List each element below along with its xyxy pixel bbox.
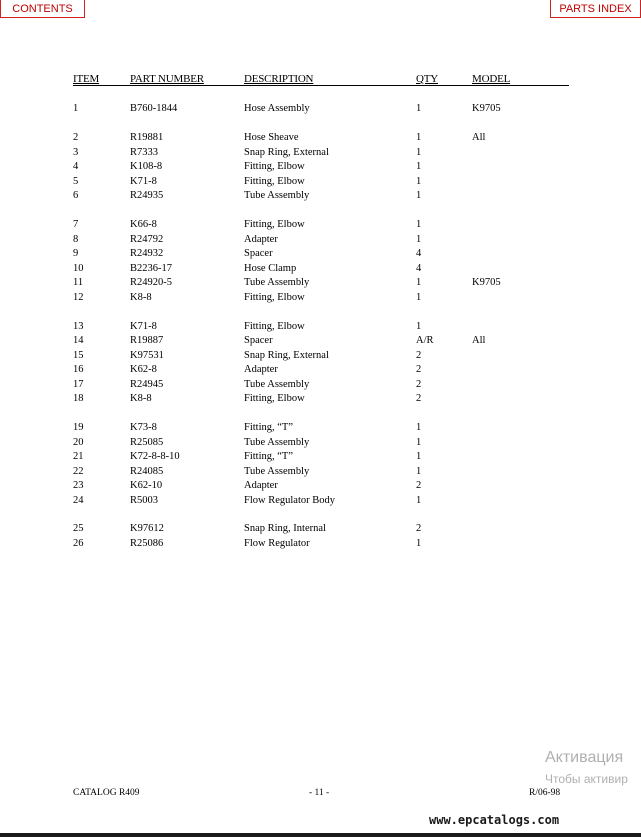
- row-desc: Adapter: [244, 233, 278, 245]
- row-item: 1: [73, 103, 79, 114]
- row-desc: Fitting, Elbow: [244, 393, 305, 404]
- row-qty: 1: [416, 219, 422, 230]
- row-desc: Fitting, “T”: [244, 451, 293, 462]
- row-part: R25086: [130, 537, 164, 549]
- bottom-bar: [0, 833, 641, 837]
- row-part: K97531: [130, 349, 164, 361]
- row-model: All: [472, 335, 486, 346]
- row-part: K71-8: [130, 320, 157, 332]
- row-qty: 1: [416, 537, 422, 549]
- row-part: K97612: [130, 523, 164, 534]
- activation-watermark-title: Активация: [545, 749, 624, 766]
- row-part: R5003: [130, 494, 159, 506]
- row-item: 8: [73, 233, 79, 245]
- row-desc: Flow Regulator: [244, 537, 310, 549]
- row-item: 11: [73, 277, 84, 288]
- row-part: B2236-17: [130, 262, 172, 274]
- row-item: 14: [73, 335, 84, 346]
- row-item: 26: [73, 537, 84, 549]
- row-part: R25085: [130, 436, 164, 448]
- row-desc: Snap Ring, External: [244, 349, 329, 361]
- row-qty: 2: [416, 349, 422, 361]
- row-part: R24935: [130, 190, 164, 201]
- row-desc: Tube Assembly: [244, 465, 310, 477]
- row-desc: Snap Ring, Internal: [244, 523, 326, 534]
- row-qty: 2: [416, 480, 422, 491]
- row-qty: 1: [416, 291, 422, 303]
- header-rule: [73, 85, 569, 86]
- row-qty: 1: [416, 103, 422, 114]
- column-header-description: DESCRIPTION: [244, 73, 314, 85]
- row-item: 19: [73, 422, 84, 433]
- row-qty: 1: [416, 451, 422, 462]
- row-qty: 1: [416, 494, 422, 506]
- row-qty: 2: [416, 523, 422, 534]
- row-part: K108-8: [130, 161, 163, 172]
- row-part: R24920-5: [130, 277, 172, 288]
- row-desc: Tube Assembly: [244, 190, 310, 201]
- row-item: 12: [73, 291, 84, 303]
- row-part: R7333: [130, 146, 159, 158]
- row-part: K8-8: [130, 291, 152, 303]
- row-part: R24085: [130, 465, 164, 477]
- row-desc: Fitting, Elbow: [244, 320, 305, 332]
- row-item: 7: [73, 219, 79, 230]
- row-item: 13: [73, 320, 84, 332]
- row-part: K62-10: [130, 480, 163, 491]
- row-qty: 1: [416, 277, 422, 288]
- row-item: 9: [73, 248, 79, 259]
- row-part: B760-1844: [130, 103, 178, 114]
- row-desc: Tube Assembly: [244, 277, 310, 288]
- row-model: K9705: [472, 103, 501, 114]
- row-desc: Fitting, Elbow: [244, 219, 305, 230]
- row-qty: 4: [416, 262, 422, 274]
- row-qty: 4: [416, 248, 422, 259]
- row-qty: 2: [416, 364, 422, 375]
- catalog-label: CATALOG R409: [73, 788, 140, 798]
- row-item: 25: [73, 523, 84, 534]
- row-qty: 1: [416, 132, 422, 143]
- row-part: K73-8: [130, 422, 157, 433]
- row-qty: 2: [416, 393, 422, 404]
- row-qty: 1: [416, 233, 422, 245]
- row-qty: 1: [416, 422, 422, 433]
- row-item: 20: [73, 436, 84, 448]
- row-item: 15: [73, 349, 84, 361]
- row-item: 17: [73, 378, 84, 390]
- row-desc: Fitting, Elbow: [244, 175, 305, 187]
- row-desc: Spacer: [244, 248, 273, 259]
- row-part: K8-8: [130, 393, 152, 404]
- row-part: R19887: [130, 335, 164, 346]
- row-item: 4: [73, 161, 79, 172]
- row-desc: Flow Regulator Body: [244, 494, 335, 506]
- contents-button[interactable]: CONTENTS: [0, 0, 85, 18]
- row-item: 5: [73, 175, 79, 187]
- row-qty: 1: [416, 175, 422, 187]
- row-desc: Fitting, “T”: [244, 422, 293, 433]
- parts-index-button[interactable]: PARTS INDEX: [550, 0, 641, 18]
- row-part: K72-8-8-10: [130, 451, 180, 462]
- row-qty: 2: [416, 378, 422, 390]
- row-part: K71-8: [130, 175, 157, 187]
- row-desc: Hose Assembly: [244, 103, 310, 114]
- row-desc: Hose Sheave: [244, 132, 299, 143]
- row-item: 23: [73, 480, 84, 491]
- row-model: All: [472, 132, 486, 143]
- row-part: R19881: [130, 132, 164, 143]
- row-model: K9705: [472, 277, 501, 288]
- row-desc: Adapter: [244, 364, 278, 375]
- row-desc: Tube Assembly: [244, 378, 310, 390]
- row-qty: 1: [416, 190, 422, 201]
- row-part: R24932: [130, 248, 164, 259]
- column-header-item: ITEM: [73, 73, 100, 85]
- row-item: 6: [73, 190, 79, 201]
- row-desc: Fitting, Elbow: [244, 161, 305, 172]
- row-desc: Snap Ring, External: [244, 146, 329, 158]
- row-item: 18: [73, 393, 84, 404]
- row-desc: Fitting, Elbow: [244, 291, 305, 303]
- row-part: R24945: [130, 378, 164, 390]
- row-qty: 1: [416, 436, 422, 448]
- row-qty: 1: [416, 320, 422, 332]
- site-watermark: www.epcatalogs.com: [429, 813, 560, 827]
- row-qty: 1: [416, 161, 422, 172]
- row-part: K62-8: [130, 364, 157, 375]
- row-part: R24792: [130, 233, 164, 245]
- row-item: 22: [73, 465, 84, 477]
- row-desc: Hose Clamp: [244, 262, 297, 274]
- row-item: 10: [73, 262, 84, 274]
- row-item: 2: [73, 132, 79, 143]
- row-desc: Spacer: [244, 335, 273, 346]
- row-qty: A/R: [416, 335, 434, 346]
- column-header-qty: QTY: [416, 73, 439, 85]
- row-item: 3: [73, 146, 79, 158]
- row-part: K66-8: [130, 219, 157, 230]
- row-item: 21: [73, 451, 84, 462]
- activation-watermark-subtitle: Чтобы активир: [545, 772, 628, 786]
- row-qty: 1: [416, 146, 422, 158]
- row-item: 16: [73, 364, 84, 375]
- row-desc: Tube Assembly: [244, 436, 310, 448]
- page-number: - 11 -: [309, 788, 330, 798]
- row-item: 24: [73, 494, 84, 506]
- row-desc: Adapter: [244, 480, 278, 491]
- column-header-model: MODEL: [472, 73, 511, 85]
- row-qty: 1: [416, 465, 422, 477]
- column-header-part-number: PART NUMBER: [130, 73, 204, 85]
- revision-label: R/06-98: [529, 788, 561, 798]
